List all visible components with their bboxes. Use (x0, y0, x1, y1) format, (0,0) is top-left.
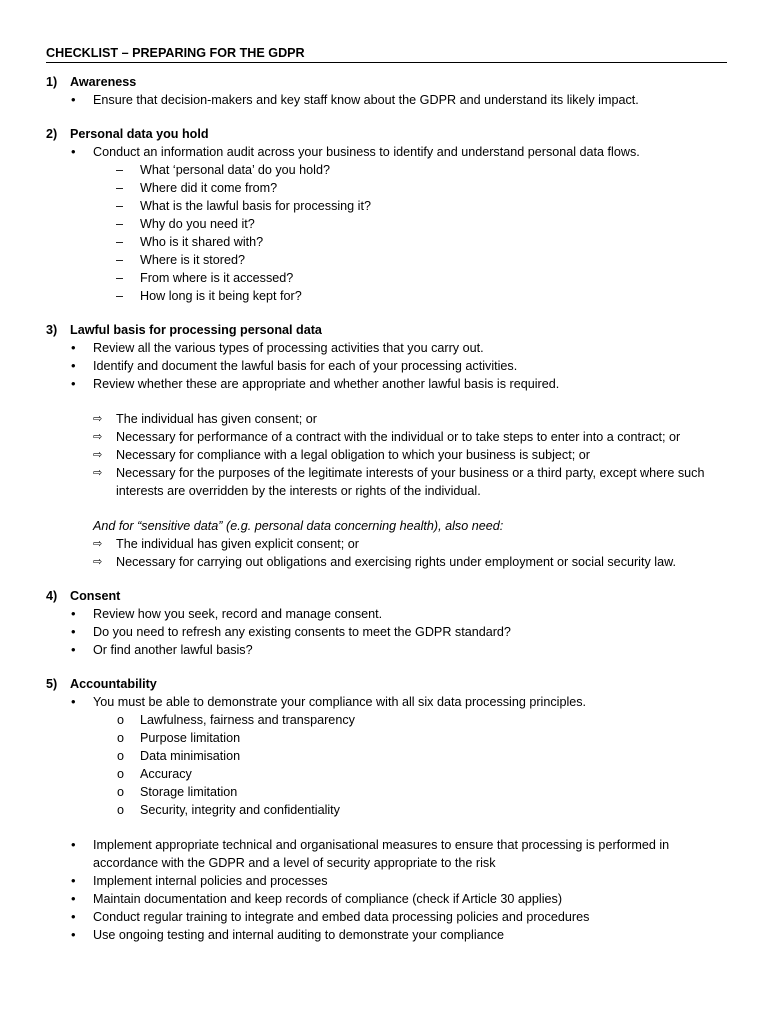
bullet-item: • Conduct an information audit across your business to identify and understand personal data flows. (46, 143, 726, 161)
arrow-icon: ⇨ (93, 412, 103, 425)
bullet-item: • Or find another lawful basis? (46, 641, 726, 659)
section-awareness (46, 73, 726, 109)
bullet-item: • Maintain documentation and keep records of compliance (check if Article 30 applies) (46, 890, 726, 908)
lawful-basis-option: ⇨ Necessary for performance of a contract with the individual or to take steps to enter into a contract; or (93, 430, 681, 444)
section-accountability (46, 675, 726, 944)
arrow-icon: ⇨ (93, 466, 103, 479)
section-heading: 4) Consent (46, 589, 121, 603)
title-underline (46, 62, 727, 63)
bullet-item: • Review whether these are appropriate and whether another lawful basis is required. (46, 375, 726, 393)
page-title: CHECKLIST – PREPARING FOR THE GDPR (46, 46, 305, 60)
section-lawful-basis (46, 321, 726, 571)
principle-item: o Purpose limitation (46, 729, 726, 747)
section-personal-data (46, 125, 726, 305)
bullet-item: • Do you need to refresh any existing consents to meet the GDPR standard? (46, 623, 726, 641)
bullet-item: • Implement appropriate technical and organisational measures to ensure that processing is performed in accordance with the GDPR and a level of security appropriate to the risk (46, 836, 726, 872)
sub-question: – Who is it shared with? (46, 233, 726, 251)
section-heading: 2) Personal data you hold (46, 127, 209, 141)
arrow-icon: ⇨ (93, 448, 103, 461)
arrow-icon: ⇨ (93, 430, 103, 443)
sensitive-data-note: And for “sensitive data” (e.g. personal data concerning health), also need: (93, 519, 504, 533)
principle-item: o Data minimisation (46, 747, 726, 765)
lawful-basis-option: ⇨ Necessary for compliance with a legal obligation to which your business is subject; or (93, 448, 590, 462)
principle-item: o Accuracy (46, 765, 726, 783)
arrow-icon: ⇨ (93, 555, 103, 568)
sub-question: – Why do you need it? (46, 215, 726, 233)
bullet-item: • You must be able to demonstrate your compliance with all six data processing principles. (46, 693, 726, 711)
sub-question: – What ‘personal data’ do you hold? (46, 161, 726, 179)
sub-question: – Where did it come from? (46, 179, 726, 197)
bullet-item: • Identify and document the lawful basis for each of your processing activities. (46, 357, 726, 375)
sensitive-basis-option: ⇨ Necessary for carrying out obligations and exercising rights under employment or social security law. (93, 555, 676, 569)
document-page (46, 44, 726, 960)
lawful-basis-option: ⇨ Necessary for the purposes of the legitimate interests of your business or a third party, except where such interests are overridden by the interests or rights of the individual. (93, 466, 705, 498)
section-consent (46, 587, 726, 659)
bullet-item: • Use ongoing testing and internal auditing to demonstrate your compliance (46, 926, 726, 944)
section-heading: 1) Awareness (46, 75, 137, 89)
sub-question: – How long is it being kept for? (46, 287, 726, 305)
bullet-item: • Review all the various types of processing activities that you carry out. (46, 339, 726, 357)
principle-item: o Lawfulness, fairness and transparency (46, 711, 726, 729)
bullet-item: • Implement internal policies and processes (46, 872, 726, 890)
section-heading: 5) Accountability (46, 677, 157, 691)
principle-item: o Storage limitation (46, 783, 726, 801)
principle-item: o Security, integrity and confidentiality (46, 801, 726, 819)
sensitive-basis-option: ⇨ The individual has given explicit consent; or (93, 537, 359, 551)
sub-question: – From where is it accessed? (46, 269, 726, 287)
sub-question: – What is the lawful basis for processing it? (46, 197, 726, 215)
sub-question: – Where is it stored? (46, 251, 726, 269)
bullet-item: • Ensure that decision-makers and key staff know about the GDPR and understand its likely impact. (46, 91, 726, 109)
section-heading: 3) Lawful basis for processing personal data (46, 323, 322, 337)
lawful-basis-option: ⇨ The individual has given consent; or (93, 412, 317, 426)
bullet-item: • Conduct regular training to integrate and embed data processing policies and procedures (46, 908, 726, 926)
bullet-item: • Review how you seek, record and manage consent. (46, 605, 726, 623)
arrow-icon: ⇨ (93, 537, 103, 550)
